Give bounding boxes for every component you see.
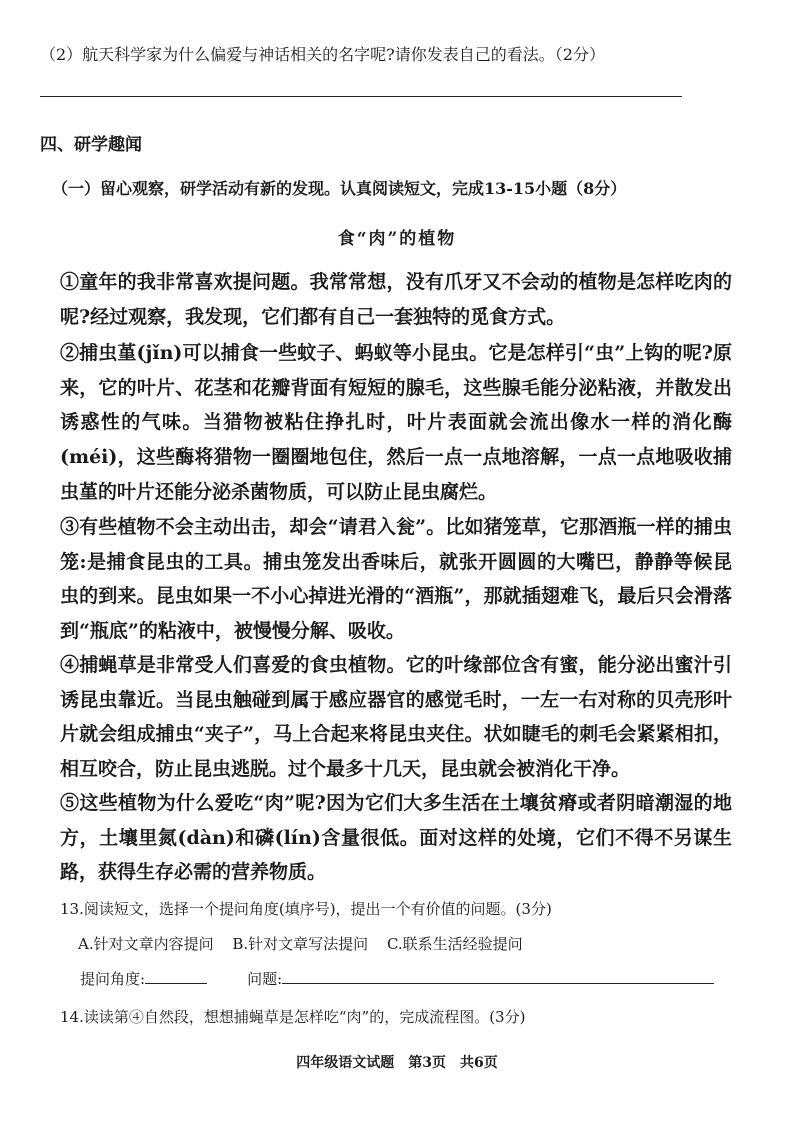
paragraph-3: ③有些植物不会主动出击，却会“请君入瓮”。比如猪笼草，它那酒瓶一样的捕虫笼:是捕食昆虫的工具。捕虫笼发出香味后，就张开圆圆的大嘴巴，静静等候昆虫的到来。昆虫如果一不小心掉进光滑的“酒瓶”，那就插翅难飞，最后只会滑落到“瓶底”的粘液中，被慢慢分解、吸收。 xyxy=(60,516,732,643)
question-blank[interactable] xyxy=(282,969,714,984)
option-a: A.针对文章内容提问 xyxy=(78,935,214,953)
paragraph-4: ④捕蝇草是非常受人们喜爱的食虫植物。它的叶缘部位含有蜜，能分泌出蜜汁引诱昆虫靠近。当昆虫触碰到属于感应器官的感觉毛时，一左一右对称的贝壳形叶片就会组成捕虫“夹子”，马上合起来将昆虫夹住。状如睫毛的刺毛会紧紧相扣，相互咬合，防止昆虫逃脱。过个最多十几天，昆虫就会被消化干净。 xyxy=(60,654,732,781)
angle-label: 提问角度: xyxy=(80,970,146,988)
question-12-2: （2）航天科学家为什么偏爱与神话相关的名字呢?请你发表自己的看法。（2分） xyxy=(40,45,605,64)
question-13: 13.阅读短文，选择一个提问角度(填序号)，提出一个有价值的问题。(3分) xyxy=(60,900,552,918)
question-14: 14.读读第④自然段，想想捕蝇草是怎样吃“肉”的，完成流程图。(3分) xyxy=(60,1008,526,1026)
answer-line xyxy=(40,96,682,97)
paragraph-2: ②捕虫堇(jǐn)可以捕食一些蚊子、蚂蚁等小昆虫。它是怎样引“虫”上钩的呢?原来，它的叶片、花茎和花瓣背面有短短的腺毛，这些腺毛能分泌粘液，并散发出诱惑性的气味。当猎物被粘住挣扎时，叶片表面就会流出像水一样的消化酶(méi)，这些酶将猎物一圈圈地包住，然后一点一点地溶解，一点一点地吸收捕虫堇的叶片还能分泌杀菌物质，可以防止昆虫腐烂。 xyxy=(60,342,732,503)
sub-heading: （一）留心观察，研学活动有新的发现。认真阅读短文，完成13-15小题（8分） xyxy=(52,179,627,198)
section-heading: 四、研学趣闻 xyxy=(40,135,142,155)
page-footer: 四年级语文试题 第3页 共6页 xyxy=(296,1055,498,1071)
option-c: C.联系生活经验提问 xyxy=(386,935,523,953)
paragraph-1: ①童年的我非常喜欢提问题。我常常想，没有爪牙又不会动的植物是怎样吃肉的呢?经过观察，我发现，它们都有自己一套独特的觅食方式。 xyxy=(60,271,732,328)
question-13-answer-row xyxy=(80,968,714,989)
article-title: 食“肉”的植物 xyxy=(337,229,457,249)
question-label: 问题: xyxy=(247,970,283,988)
option-b: B.针对文章写法提问 xyxy=(232,935,369,953)
question-13-options xyxy=(78,933,537,954)
paragraph-5: ⑤这些植物为什么爱吃“肉”呢?因为它们大多生活在土壤贫瘠或者阴暗潮湿的地方，土壤里氮(dàn)和磷(lín)含量很低。面对这样的处境，它们不得不另谋生路，获得生存必需的营养物质。 xyxy=(60,792,732,884)
angle-blank[interactable] xyxy=(145,969,207,984)
